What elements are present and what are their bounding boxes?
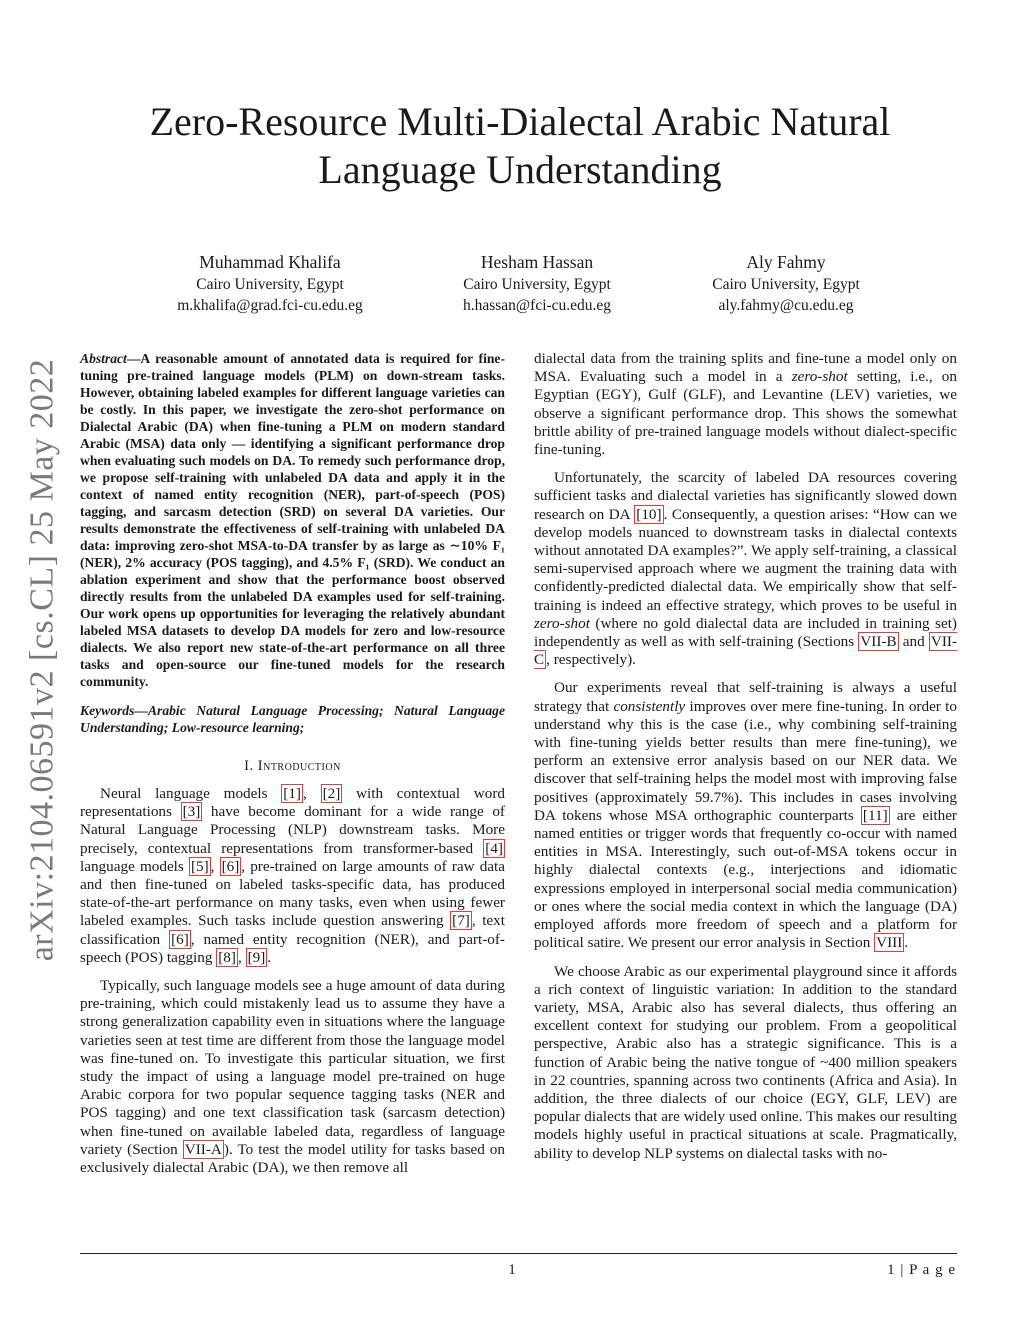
emphasis: consistently bbox=[613, 697, 686, 715]
text-run: are either named entities or trigger words that frequently co-occur with named entities in MSA. Interestingly, such out-of-MSA tokens occur in highly dialectal contexts (e.g., interjections and idiomatic expressions employed in interpersonal social media communication) or ones where the social media context in which the language (DA) employed affords more freedom of speech and a platform for political satire. We present our error analysis in Section bbox=[534, 806, 957, 952]
author-email: h.hassan@fci-cu.edu.eg bbox=[462, 297, 612, 314]
intro-paragraph-1 bbox=[80, 785, 505, 967]
author-name: Hesham Hassan bbox=[480, 252, 594, 272]
section-link[interactable]: VIII bbox=[876, 934, 903, 952]
emphasis: zero-shot bbox=[534, 614, 590, 632]
citation-link[interactable]: [11] bbox=[862, 806, 888, 824]
text-run: , bbox=[303, 785, 321, 802]
text-run: ). To test the model utility for tasks based on exclusively dialectal Arabic (DA), we then remove all bbox=[80, 1140, 505, 1177]
author-name: Aly Fahmy bbox=[746, 252, 826, 272]
text-run: Typically, such language models see a huge amount of data during pre-training, which could mistakenly lead us to assume they have a strong generalization capability even in situations where the language varieties seen at test time are different from those the language model was fine-tuned on. To investigate this particular situation, we first study the impact of using a language model pre-trained on huge Arabic corpora for two popular sequence tagging tasks (NER and POS tagging) and one text classification task (sarcasm detection) when fine-tuned on available labeled data, regardless of language variety (Section bbox=[80, 977, 505, 1158]
text-run: with contextual word representations bbox=[80, 785, 506, 821]
text-run: Unfortunately, the scarcity of labeled DA resources covering sufficient tasks and dialectal varieties has significantly slowed down research on DA bbox=[534, 469, 957, 523]
citation-link[interactable]: [3] bbox=[182, 803, 201, 821]
text-run: , named entity recognition (NER), and part-of-speech (POS) tagging bbox=[80, 930, 505, 966]
intro-paragraph-5 bbox=[534, 679, 957, 952]
citation-link[interactable]: [10] bbox=[636, 505, 662, 523]
citation-link[interactable]: [9] bbox=[247, 948, 266, 966]
author-email: m.khalifa@grad.fci-cu.edu.eg bbox=[177, 297, 363, 314]
keywords bbox=[80, 702, 505, 736]
author-name: Muhammad Khalifa bbox=[199, 252, 341, 272]
citation-link[interactable]: [8] bbox=[218, 948, 236, 966]
text-run: language models bbox=[80, 857, 189, 875]
abstract-label: Abstract bbox=[80, 351, 127, 366]
text-run: dialectal data from the training splits and fine-tune a model only on MSA. Evaluating such a model in a bbox=[534, 350, 957, 386]
text-run: (where no gold dialectal data are included in training set) independently as well as with self-training (Sections bbox=[534, 614, 957, 651]
section-title: Introduction bbox=[257, 758, 341, 774]
section-link[interactable]: VII-B bbox=[860, 633, 897, 651]
citation-link[interactable]: [6] bbox=[221, 857, 240, 875]
author-1 bbox=[120, 250, 420, 316]
section-number: I. bbox=[244, 758, 254, 774]
text-run: , text classification bbox=[80, 912, 505, 948]
text-run: Our experiments reveal that self-training is always a useful strategy that bbox=[534, 679, 957, 715]
emphasis: zero-shot bbox=[791, 368, 848, 386]
arxiv-identifier bbox=[16, 350, 68, 970]
right-column bbox=[534, 350, 957, 1173]
keywords-text: —Arabic Natural Language Processing; Natural Language Understanding; Low-resource learning; bbox=[80, 703, 505, 735]
author-3 bbox=[636, 250, 936, 316]
abstract bbox=[80, 350, 505, 690]
text-run: improves over mere fine-tuning. In order to understand why this is the case (i.e., why combining self-training with fine-tuning yields better results than mere fine-tuning), we perform an extensive error analysis based on our NER data. We discover that self-training helps the model most with improving false positives (approximately 59.7%). This includes in cases involving DA tokens whose MSA orthographic counterparts bbox=[534, 697, 957, 824]
text-run: We choose Arabic as our experimental playground since it affords a rich context of linguistic variation: In addition to the standard variety, MSA, Arabic also has several dialects, thus offering an excellent context for studying our problem. From a geopolitical perspective, Arabic also has a strategic significance. This is a function of Arabic being the native tongue of ~400 million speakers in 22 countries, spanning across two continents (Africa and Asia). In addition, the three dialects of our choice (EGY, GLF, LEV) are popular dialects that are widely used online. This makes our resulting models highly useful in practical situations at scale. Pragmatically, ability to develop NLP systems on dialectal tasks with no- bbox=[534, 962, 957, 1162]
text-run: , pre-trained on large amounts of raw data and then fine-tuned on labeled tasks-specific data, has produced state-of-the-art performance on many tasks, even when using fewer labeled examples. Such tasks include question answering bbox=[80, 857, 505, 930]
keywords-label: Keywords bbox=[80, 703, 135, 718]
text-run: Neural language models bbox=[100, 785, 282, 802]
intro-paragraph-4 bbox=[534, 469, 957, 669]
section-link[interactable]: VII-C bbox=[534, 633, 957, 669]
text-run: , respectively). bbox=[546, 651, 636, 669]
footer-divider bbox=[80, 1253, 957, 1254]
author-email: aly.fahmy@cu.edu.eg bbox=[718, 297, 854, 314]
intro-paragraph-3 bbox=[534, 350, 957, 459]
text-run: . bbox=[267, 948, 272, 966]
text-run: . Consequently, a question arises: “How can we develop models nuanced to downstream tasks in dialectal contexts without annotated DA examples?”. We apply self-training, a classical semi-supervised approach where we augment the training data with confidently-predicted dialectal data. We empirically show that self-training is indeed an effective strategy, which proves to be useful in bbox=[534, 505, 957, 614]
citation-link[interactable]: [2] bbox=[322, 785, 341, 802]
left-column bbox=[80, 350, 505, 1187]
intro-paragraph-2 bbox=[80, 977, 505, 1177]
citation-link[interactable]: [1] bbox=[283, 785, 301, 802]
section-heading-introduction bbox=[80, 758, 505, 775]
text-run: setting, i.e., on Egyptian (EGY), Gulf (GLF), and Levantine (LEV) varieties, we observe a significant performance drop. This shows the somewhat brittle ability of pre-trained language models without dialect-specific fine-tuning. bbox=[534, 368, 957, 459]
text-run: have become dominant for a wide range of Natural Language Processing (NLP) downstream tasks. More precisely, contextual representations from transformer-based bbox=[80, 803, 505, 857]
author-affiliation: Cairo University, Egypt bbox=[196, 276, 344, 293]
intro-paragraph-6 bbox=[534, 963, 957, 1163]
text-run: . bbox=[904, 934, 909, 952]
citation-link[interactable]: [4] bbox=[485, 839, 503, 857]
arxiv-identifier-text: arXiv:2104.06591v2 [cs.CL] 25 May 2022 bbox=[23, 358, 61, 962]
author-affiliation: Cairo University, Egypt bbox=[712, 276, 860, 293]
text-run: , bbox=[237, 948, 246, 966]
text-run: and bbox=[898, 633, 929, 651]
citation-link[interactable]: [5] bbox=[190, 857, 209, 875]
citation-link[interactable]: [7] bbox=[452, 912, 470, 930]
author-affiliation: Cairo University, Egypt bbox=[463, 276, 611, 293]
paper-title: Zero-Resource Multi-Dialectal Arabic Natural Language Understanding bbox=[149, 99, 891, 192]
section-link[interactable]: VII-A bbox=[184, 1140, 222, 1158]
citation-link[interactable]: [6] bbox=[171, 930, 189, 948]
page-number: 1 bbox=[508, 1262, 516, 1278]
text-run: , bbox=[210, 857, 220, 875]
page-label: 1 | P a g e bbox=[887, 1262, 956, 1278]
abstract-text: —A reasonable amount of annotated data is required for fine-tuning pre-trained language models (PLM) on down-stream tasks. However, obtaining labeled examples for different language varieties can be costly. In this paper, we investigate the zero-shot performance on Dialectal Arabic (DA) when fine-tuning a PLM on modern standard Arabic (MSA) data only — identifying a significant performance drop when evaluating such models on DA. To remedy such performance drop, we propose self-training with unlabeled DA data and apply it in the context of named entity recognition (NER), part-of-speech (POS) tagging, and sarcasm detection (SRD) on several DA varieties. Our results demonstrate the effectiveness of self-training with unlabeled DA data: improving zero-shot MSA-to-DA transfer by as large as ∼10% F₁ (NER), 2% accuracy (POS tagging), and 4.5% F₁ (SRD). We conduct an ablation experiment and show that the performance boost observed directly results from the unlabeled DA examples used for self-training. Our work opens up opportunities for leveraging the relatively abundant labeled MSA datasets to develop DA models for zero and low-resource dialects. We also report new state-of-the-art performance on all three tasks and open-source our fine-tuned models for the research community. bbox=[80, 351, 505, 689]
